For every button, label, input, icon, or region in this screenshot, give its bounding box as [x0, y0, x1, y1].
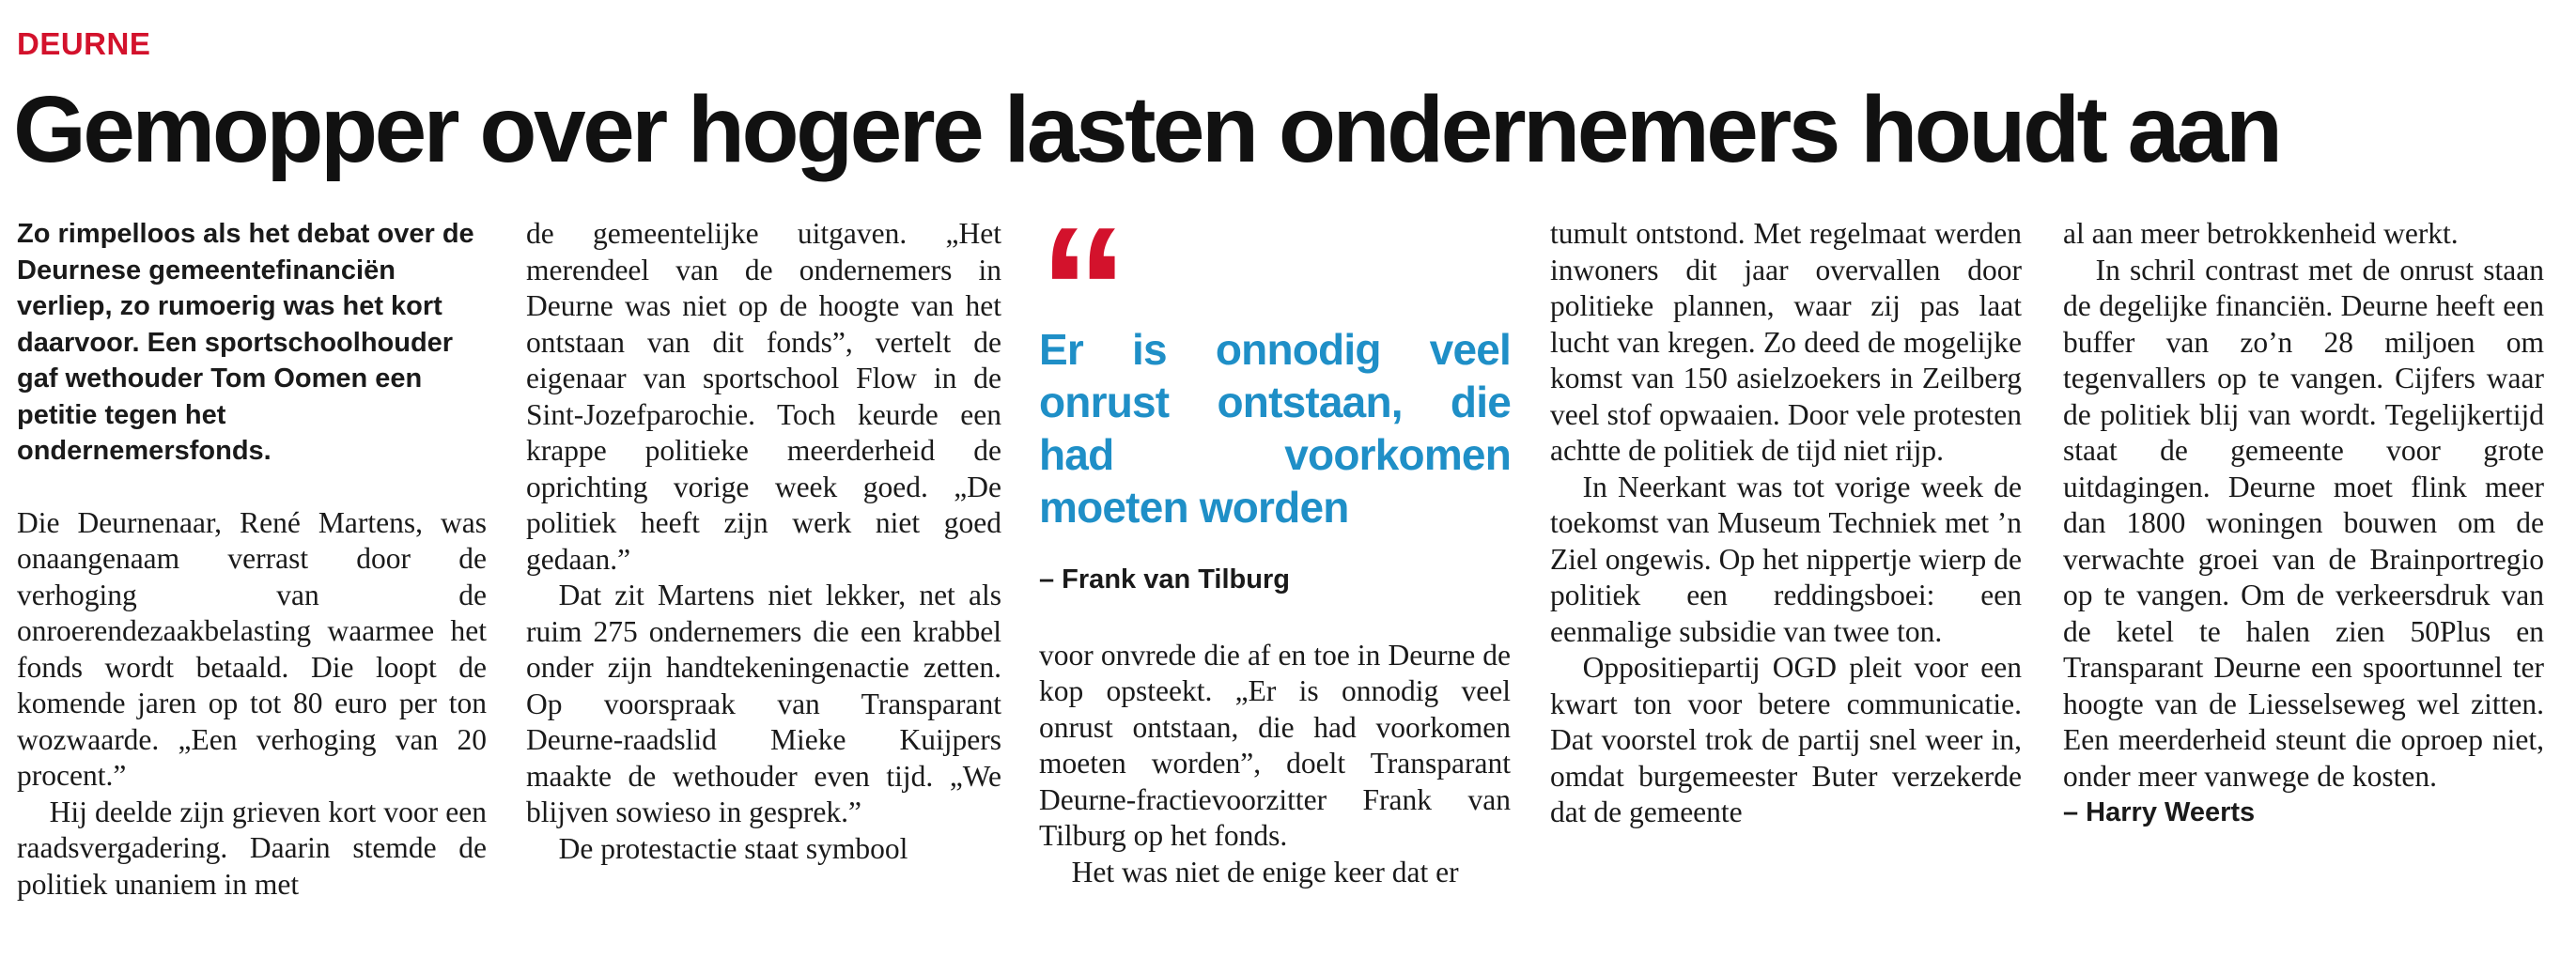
article-paragraph: al aan meer betrokkenheid werkt. [2063, 217, 2459, 250]
pull-quote: Er is onnodig veel onrust ontstaan, die had voorkomen moeten worden [1039, 325, 1511, 532]
article-column-4 [1550, 216, 2022, 831]
article-paragraph: Oppositiepartij OGD pleit voor een kwart ton voor betere communicatie. Dat voorstel trok de partij snel weer in, omdat burgemeester Buter verzekerde dat de gemeente [1550, 651, 2022, 828]
article-paragraph: voor onvrede die af en toe in Deurne de kop opsteekt. „Er is onnodig veel onrust ontstaan, die had voorkomen moeten worden”, doelt Transparant Deurne-fractievoorzitter Frank van Tilburg op het fonds. [1039, 638, 1511, 852]
article-column-1 [17, 216, 487, 903]
article-intro: Zo rimpelloos als het debat over de Deurnese gemeentefinanciën verliep, zo rumoerig was het kort daarvoor. Een sportschoolhouder gaf wethouder Tom Oomen een petitie tegen het ondernemersfonds. [17, 219, 474, 466]
article-paragraph: tumult ontstond. Met regelmaat werden inwoners dit jaar overvallen door politieke plannen, waar zij pas laat lucht van kregen. Zo deed de mogelijke komst van 150 asielzoekers in Zeilberg veel stof opwaaien. Door vele protesten achtte de politiek de tijd niet rijp. [1550, 217, 2022, 467]
article-column-3 [1039, 191, 1511, 890]
headline: Gemopper over hogere lasten ondernemers houdt aan [13, 77, 2280, 182]
article-column-5 [2063, 216, 2544, 831]
pull-quote-author: – Frank van Tilburg [1039, 564, 1290, 595]
article-paragraph: In Neerkant was tot vorige week de toekomst van Museum Techniek met ’n Ziel ongewis. Op het nippertje wierp de politiek een reddingsboei: een eenmalige subsidie van twee ton. [1550, 470, 2022, 648]
article-paragraph: Die Deurnenaar, René Martens, was onaangenaam verrast door de verhoging van de onroerendezaakbelasting waarmee het fonds wordt betaald. Die loopt de komende jaren op tot 80 euro per ton wozwaarde. „Een verhoging van 20 procent.” [17, 505, 487, 792]
article-paragraph: In schril contrast met de onrust staan de degelijke financiën. Deurne heeft een buffer van zo’n 28 miljoen om tegenvallers op te vangen. Cijfers waar de politiek blij van wordt. Tegelijkertijd staat de gemeente voor grote uitdagingen. Deurne moet flink meer dan 1800 woningen bouwen om de verwachte groei van de Brainportregio op te vangen. Om de verkeersdruk van de ketel te halen zien 50Plus en Transparant Deurne een spoortunnel ter hoogte van de Liesselseweg wel zitten. Een meerderheid steunt die oproep niet, onder meer vanwege de kosten. [2063, 253, 2544, 793]
article-paragraph: Dat zit Martens niet lekker, net als ruim 275 ondernemers die een krabbel onder zijn handtekeningenactie zetten. Op voorspraak van Transparant Deurne-raadslid Mieke Kuijpers maakte de wethouder even tijd. „We blijven sowieso in gesprek.” [526, 579, 1001, 828]
article-paragraph: Het was niet de enige keer dat er [1071, 855, 1459, 888]
section-kicker: DEURNE [17, 26, 151, 61]
author-byline: – Harry Weerts [2063, 797, 2256, 827]
article-paragraph: Hij deelde zijn grieven kort voor een raadsvergadering. Daarin stemde de politiek unaniem in met [17, 795, 487, 901]
quote-mark-icon: “ [1039, 191, 1123, 390]
article-paragraph: de gemeentelijke uitgaven. „Het merendeel van de ondernemers in Deurne was niet op de hoogte van het ontstaan van dit fonds”, vertelt de eigenaar van sportschool Flow in de Sint-Jozefparochie. Toch keurde een krappe politieke meerderheid de oprichting vorige week goed. „De politiek heeft zijn werk niet goed gedaan.” [526, 217, 1001, 576]
article-paragraph: De protestactie staat symbool [558, 831, 908, 865]
article-column-2 [526, 216, 1001, 867]
